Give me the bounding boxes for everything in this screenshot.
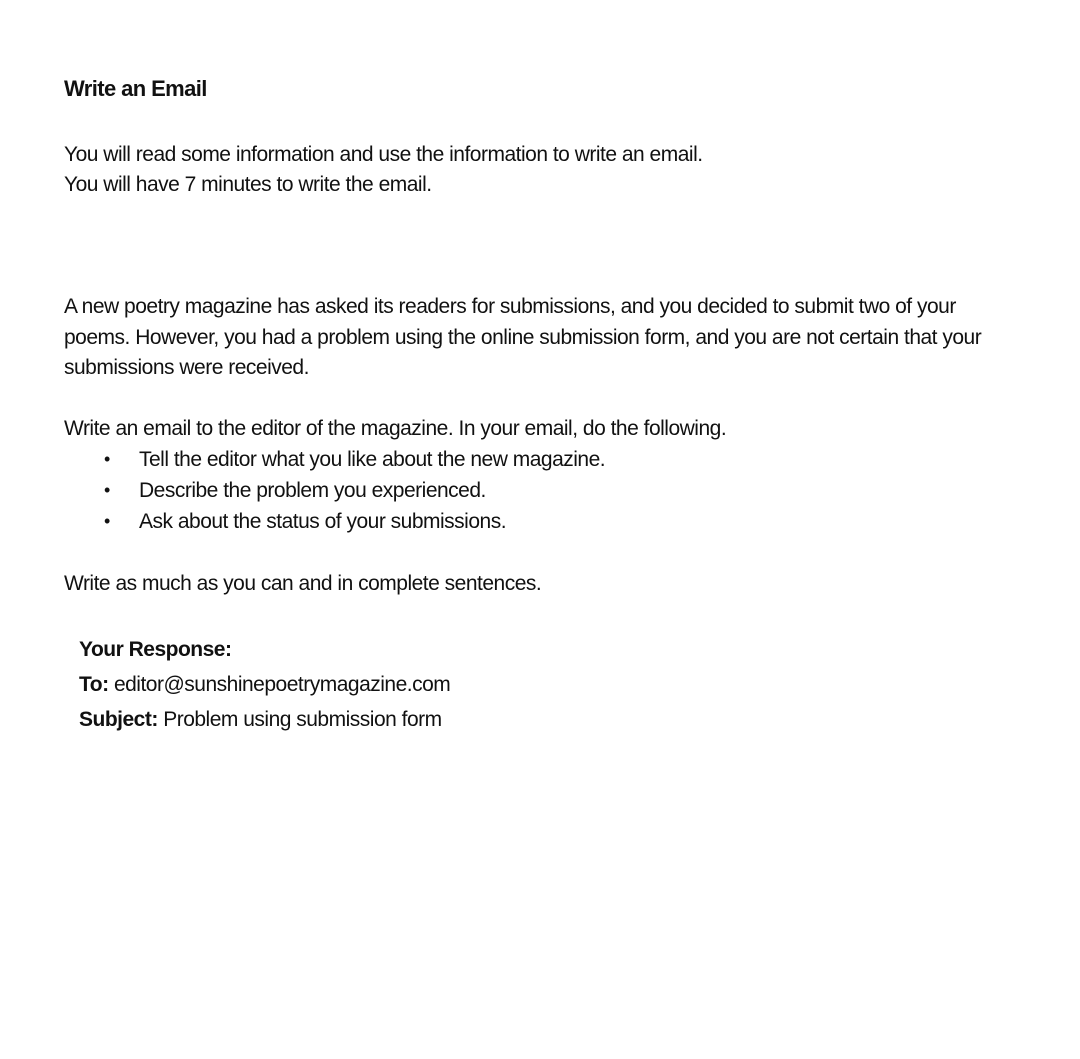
bullet-text: Ask about the status of your submissions. — [139, 510, 507, 533]
list-item — [64, 444, 726, 475]
to-label: To: — [79, 673, 109, 696]
to-value: editor@sunshinepoetrymagazine.com — [113, 673, 451, 696]
scenario-paragraph: A new poetry magazine has asked its readers for submissions, and you decided to submit two of your poems. However, you had a problem using the online submission form, and you are not certain that your submissions were received. — [64, 295, 982, 379]
bullet-icon: • — [104, 511, 110, 531]
bullet-icon: • — [104, 480, 110, 500]
bullet-text: Tell the editor what you like about the new magazine. — [139, 448, 606, 471]
subject-label: Subject: — [79, 708, 158, 731]
task-instruction: Write an email to the editor of the magazine. In your email, do the following. — [64, 417, 727, 440]
bullet-text: Describe the problem you experienced. — [139, 479, 486, 502]
closing-instruction: Write as much as you can and in complete sentences. — [64, 572, 542, 595]
email-to-row — [79, 667, 450, 702]
response-heading: Your Response: — [79, 638, 232, 661]
subject-value: Problem using submission form — [163, 708, 442, 731]
list-item — [64, 506, 726, 537]
intro-line: You will have 7 minutes to write the email. — [64, 173, 432, 196]
page-title: Write an Email — [64, 76, 207, 101]
list-item — [64, 475, 726, 506]
intro-line: You will read some information and use the information to write an email. — [64, 143, 703, 166]
bullet-icon: • — [104, 449, 110, 469]
email-subject-row — [79, 702, 450, 737]
response-section — [79, 632, 450, 737]
task-bullet-list — [64, 444, 726, 537]
intro-instructions — [64, 140, 703, 200]
task-section — [64, 414, 726, 537]
